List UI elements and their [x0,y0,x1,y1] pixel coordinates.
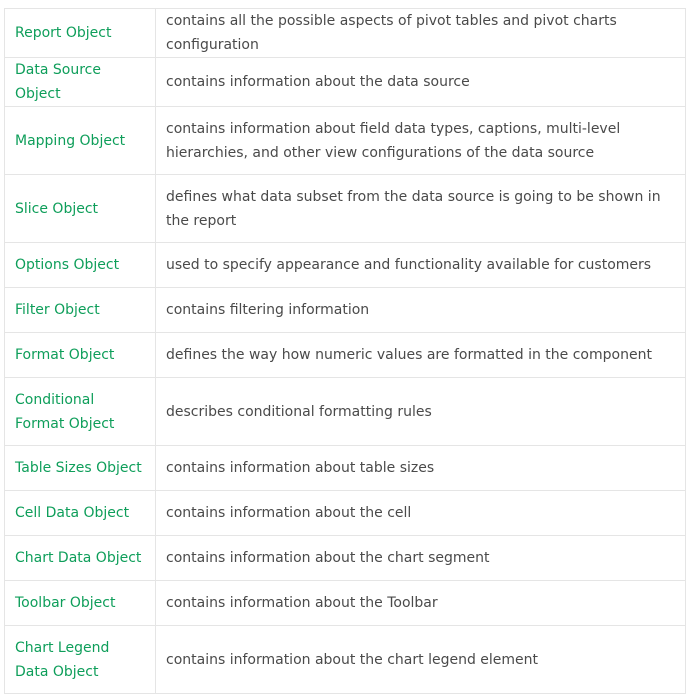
object-description: contains filtering information [156,288,686,333]
table-row [5,491,686,536]
object-name-cell [5,333,156,378]
object-name-cell [5,288,156,333]
object-name-cell [5,626,156,694]
chart-data-object-link[interactable]: Chart Data Object [15,550,142,566]
table-row [5,333,686,378]
objects-table [4,8,686,694]
options-object-link[interactable]: Options Object [15,257,120,273]
object-name-cell [5,491,156,536]
object-name-cell [5,581,156,626]
table-row [5,243,686,288]
mapping-object-link[interactable]: Mapping Object [15,132,126,149]
filter-object-link[interactable]: Filter Object [15,302,100,318]
table-row [5,378,686,446]
object-name-cell [5,9,156,58]
object-description: contains information about field data types, captions, multi-level hierarchies, and other view configurations of the data source [156,107,686,175]
table-row [5,58,686,107]
object-name-cell [5,243,156,288]
object-description: contains all the possible aspects of pivot tables and pivot charts configuration [156,9,686,58]
table-row [5,107,686,175]
table-row [5,288,686,333]
object-description: describes conditional formatting rules [156,378,686,446]
conditional-format-object-link[interactable]: Conditional Format Object [15,391,115,432]
table-row [5,626,686,694]
object-description: defines the way how numeric values are formatted in the component [156,333,686,378]
cell-data-object-link[interactable]: Cell Data Object [15,505,130,521]
object-description: contains information about the data source [156,58,686,107]
objects-table-body [5,9,686,694]
object-name-cell [5,58,156,107]
table-sizes-object-link[interactable]: Table Sizes Object [15,460,142,476]
object-description: contains information about the cell [156,491,686,536]
object-description: used to specify appearance and functionality available for customers [156,243,686,288]
slice-object-link[interactable]: Slice Object [15,200,99,217]
chart-legend-data-object-link[interactable]: Chart Legend Data Object [15,639,110,680]
object-description: contains information about the chart segment [156,536,686,581]
object-description: defines what data subset from the data source is going to be shown in the report [156,175,686,243]
table-row [5,9,686,58]
data-source-object-link[interactable]: Data Source Object [15,62,101,102]
object-name-cell [5,378,156,446]
table-row [5,175,686,243]
object-name-cell [5,175,156,243]
report-object-link[interactable]: Report Object [15,25,112,41]
object-name-cell [5,107,156,175]
format-object-link[interactable]: Format Object [15,347,115,363]
object-name-cell [5,536,156,581]
table-row [5,581,686,626]
object-description: contains information about table sizes [156,446,686,491]
object-description: contains information about the chart legend element [156,626,686,694]
object-name-cell [5,446,156,491]
table-row [5,536,686,581]
toolbar-object-link[interactable]: Toolbar Object [15,595,116,611]
table-row [5,446,686,491]
object-description: contains information about the Toolbar [156,581,686,626]
